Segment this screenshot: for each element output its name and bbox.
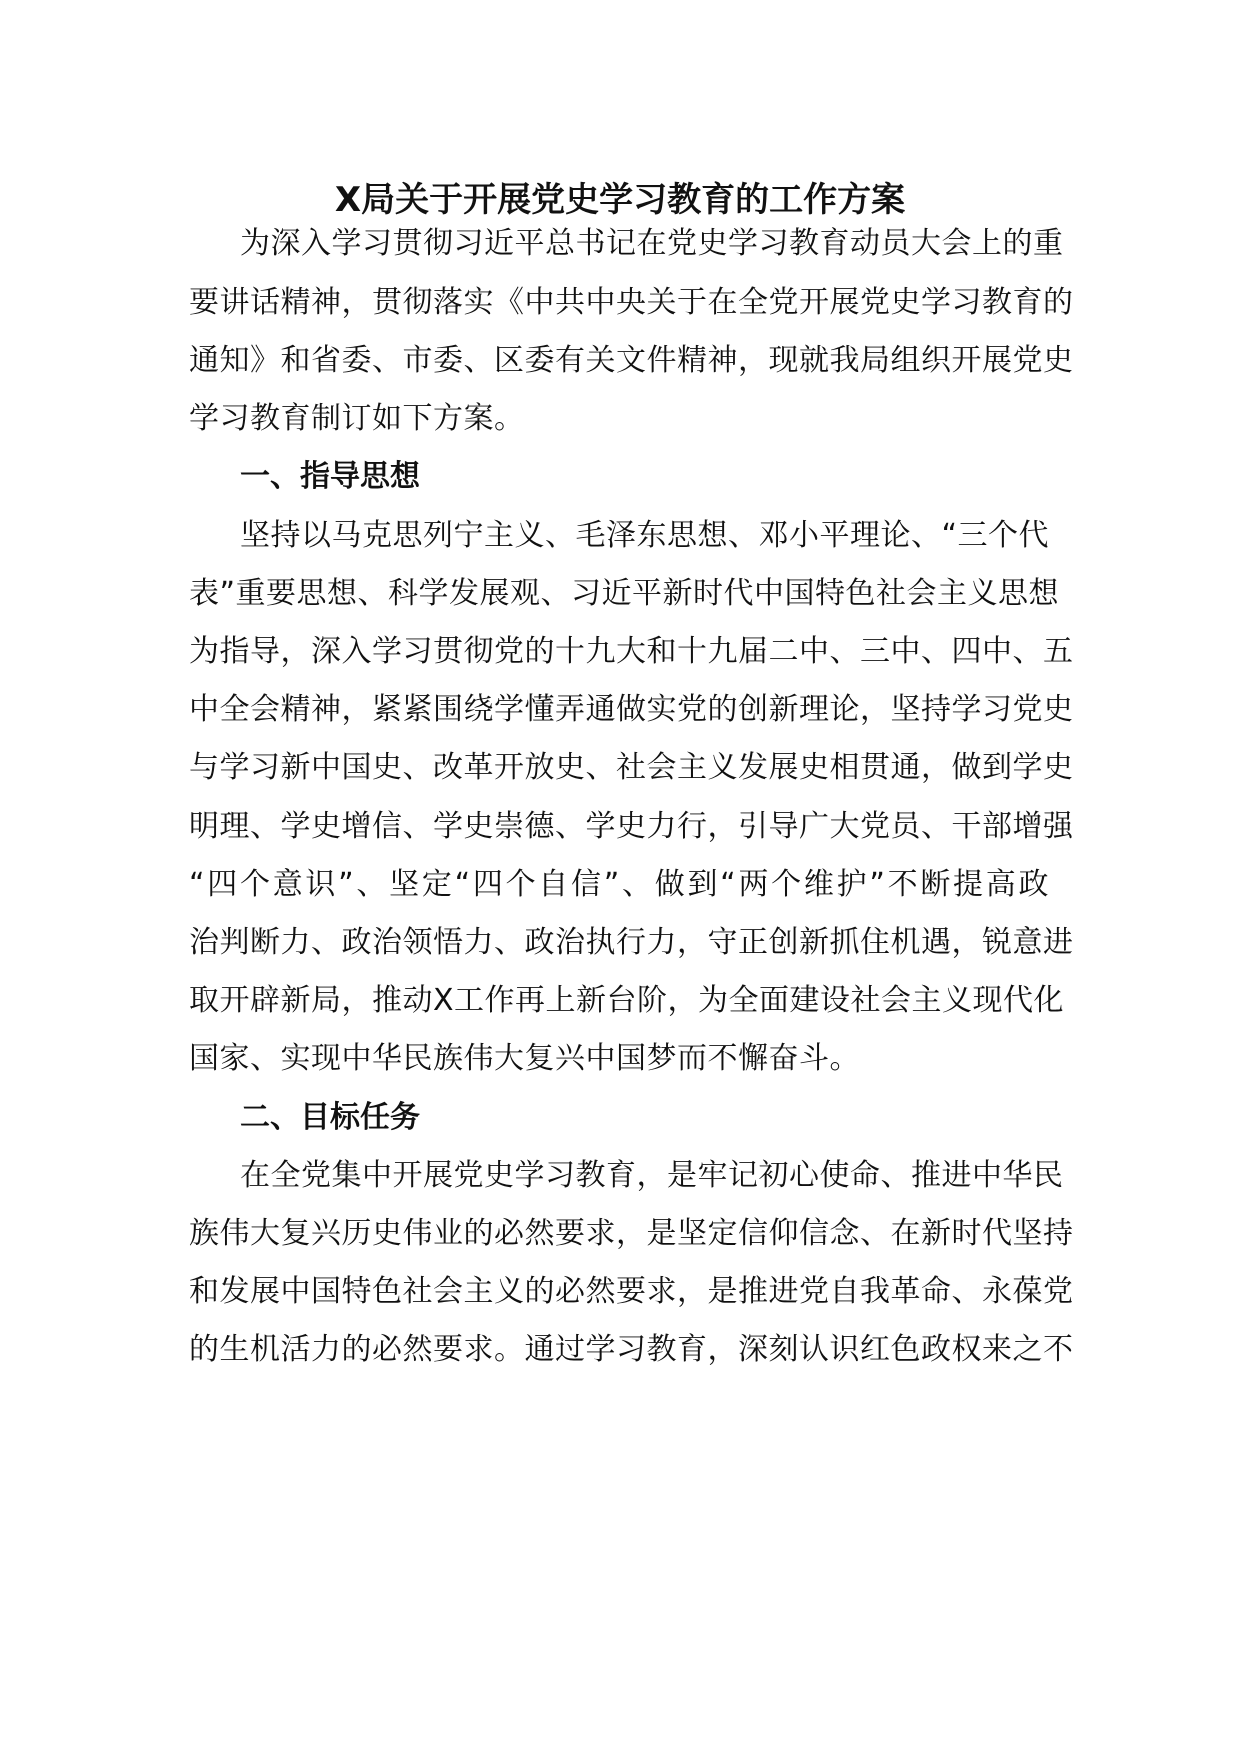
document-title: X局关于开展党史学习教育的工作方案: [334, 180, 906, 220]
intro-line: 学习教育制订如下方案。: [189, 401, 525, 436]
section2-line: 族伟大复兴历史伟业的必然要求，是坚定信仰信念、在新时代坚持: [189, 1216, 1074, 1251]
intro-line: 通知》和省委、市委、区委有关文件精神，现就我局组织开展党史: [189, 343, 1074, 378]
section-heading-goals-tasks: 二、目标任务: [240, 1100, 420, 1135]
section-heading-guiding-ideology: 一、指导思想: [240, 459, 420, 494]
section2-line: 在全党集中开展党史学习教育，是牢记初心使命、推进中华民: [240, 1158, 1064, 1193]
section1-line: 与学习新中国史、改革开放史、社会主义发展史相贯通，做到学史: [189, 750, 1074, 785]
section1-line: 国家、实现中华民族伟大复兴中国梦而不懈奋斗。: [189, 1041, 860, 1076]
section1-line: 坚持以马克思列宁主义、毛泽东思想、邓小平理论、“三个代: [240, 518, 1050, 553]
intro-line: 要讲话精神，贯彻落实《中共中央关于在全党开展党史学习教育的: [189, 285, 1074, 320]
section1-line: 表”重要思想、科学发展观、习近平新时代中国特色社会主义思想: [189, 576, 1060, 611]
section1-line: 中全会精神，紧紧围绕学懂弄通做实党的创新理论，坚持学习党史: [189, 692, 1074, 727]
intro-line: 为深入学习贯彻习近平总书记在党史学习教育动员大会上的重: [240, 226, 1064, 261]
section1-line: “四个意识”、坚定“四个自信”、做到“两个维护”不断提高政: [189, 867, 1049, 902]
section2-line: 的生机活力的必然要求。通过学习教育，深刻认识红色政权来之不: [189, 1332, 1074, 1367]
section2-line: 和发展中国特色社会主义的必然要求，是推进党自我革命、永葆党: [189, 1274, 1074, 1309]
section1-line: 明理、学史增信、学史崇德、学史力行，引导广大党员、干部增强: [189, 809, 1074, 844]
section1-line: 为指导，深入学习贯彻党的十九大和十九届二中、三中、四中、五: [189, 634, 1074, 669]
section1-line: 治判断力、政治领悟力、政治执行力，守正创新抓住机遇，锐意进: [189, 925, 1074, 960]
section1-line: 取开辟新局，推动X工作再上新台阶，为全面建设社会主义现代化: [189, 983, 1065, 1018]
